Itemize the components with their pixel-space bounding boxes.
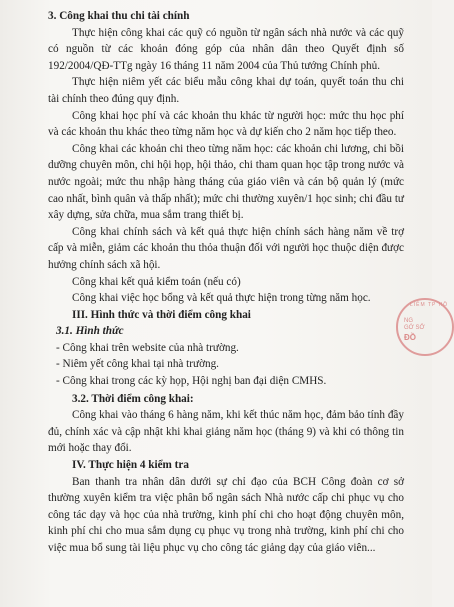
stamp-line: ĐỒ [404, 333, 416, 342]
stamp-ring-text: LIÊM TP HỒ [410, 302, 449, 308]
section-3-paragraph-7: Công khai việc học bổng và kết quả thực hiện trong từng năm học. [72, 292, 371, 305]
list-item: - Công khai trong các kỳ họp, Hội nghị ban đại diện CMHS. [56, 375, 327, 388]
section-3-paragraph-5: Công khai chính sách và kết quả thực hiện chính sách hàng năm về trợ cấp và miễn, giảm các khoản thu thỏa thuận đối với người học thuộc diện được hưởng chính sách xã hội. [48, 225, 404, 271]
list-item: - Niêm yết công khai tại nhà trường. [56, 358, 219, 371]
section-3-paragraph-3: Công khai học phí và các khoản thu khác từ người học: mức thu học phí và các khoản thu khác theo từng năm học và dự kiến cho 2 năm học tiếp theo. [48, 109, 404, 139]
document-body [48, 8, 404, 557]
section-3-paragraph-6: Công khai kết quả kiểm toán (nếu có) [72, 275, 241, 288]
section-3-paragraph-1: Thực hiện công khai các quỹ có nguồn từ ngân sách nhà nước và các quỹ có nguồn từ các khoản đóng góp của nhân dân theo Quyết định số 192/2004/QĐ-TTg ngày 16 tháng 11 năm 2004 của Thủ tướng Chính phủ. [48, 26, 404, 72]
section-3-paragraph-2: Thực hiện niêm yết các biểu mẫu công khai dự toán, quyết toán thu chi tài chính theo đúng quy định. [48, 76, 404, 105]
section-iii-heading: III. Hình thức và thời điểm công khai [72, 308, 251, 321]
section-iv-heading: IV. Thực hiện 4 kiểm tra [72, 459, 189, 472]
stamp-line: GỚ SỞ [404, 325, 425, 331]
section-3-paragraph-4: Công khai các khoản chi theo từng năm học: các khoản chi lương, chi bồi dưỡng chuyên môn, chi hội họp, hội thảo, chi tham quan học tập trong nước và nước ngoài; mức thu nhập hàng tháng của giáo viên và cán bộ quản lý (mức cao nhất, bình quân và thấp nhất); mức chi thường xuyên/1 học sinh; chi đầu tư xây dựng, sửa chữa, mua sắm trang thiết bị. [48, 142, 404, 222]
section-3-heading: 3. Công khai thu chi tài chính [48, 10, 190, 22]
subsection-3-2-heading: 3.2. Thời điểm công khai: [72, 392, 194, 405]
section-iv-paragraph-1: Ban thanh tra nhân dân dưới sự chỉ đạo của BCH Công đoàn cơ sở thường xuyên kiểm tra việc phân bổ ngân sách Nhà nước cấp chi phục vụ cho công tác dạy và học của nhà trường, kinh phí chi cho hoạt động chuyên môn, kinh phí chi cho mua sắm dụng cụ phục vụ trong nhà trường, kinh phí chi cho việc mua bổ sung tài liệu phục vụ cho công tác giảng dạy của giáo viên... [48, 475, 404, 554]
section-iii-paragraph-1: Công khai vào tháng 6 hàng năm, khi kết thúc năm học, đảm bảo tính đầy đủ, chính xác và cập nhật khi khai giảng năm học (tháng 9) và khi có thông tin mới hoặc thay đổi. [48, 409, 404, 455]
stamp-line: NG [404, 318, 413, 324]
official-stamp [396, 298, 454, 356]
subsection-3-1-heading: 3.1. Hình thức [56, 325, 124, 338]
list-item: - Công khai trên website của nhà trường. [56, 341, 239, 354]
